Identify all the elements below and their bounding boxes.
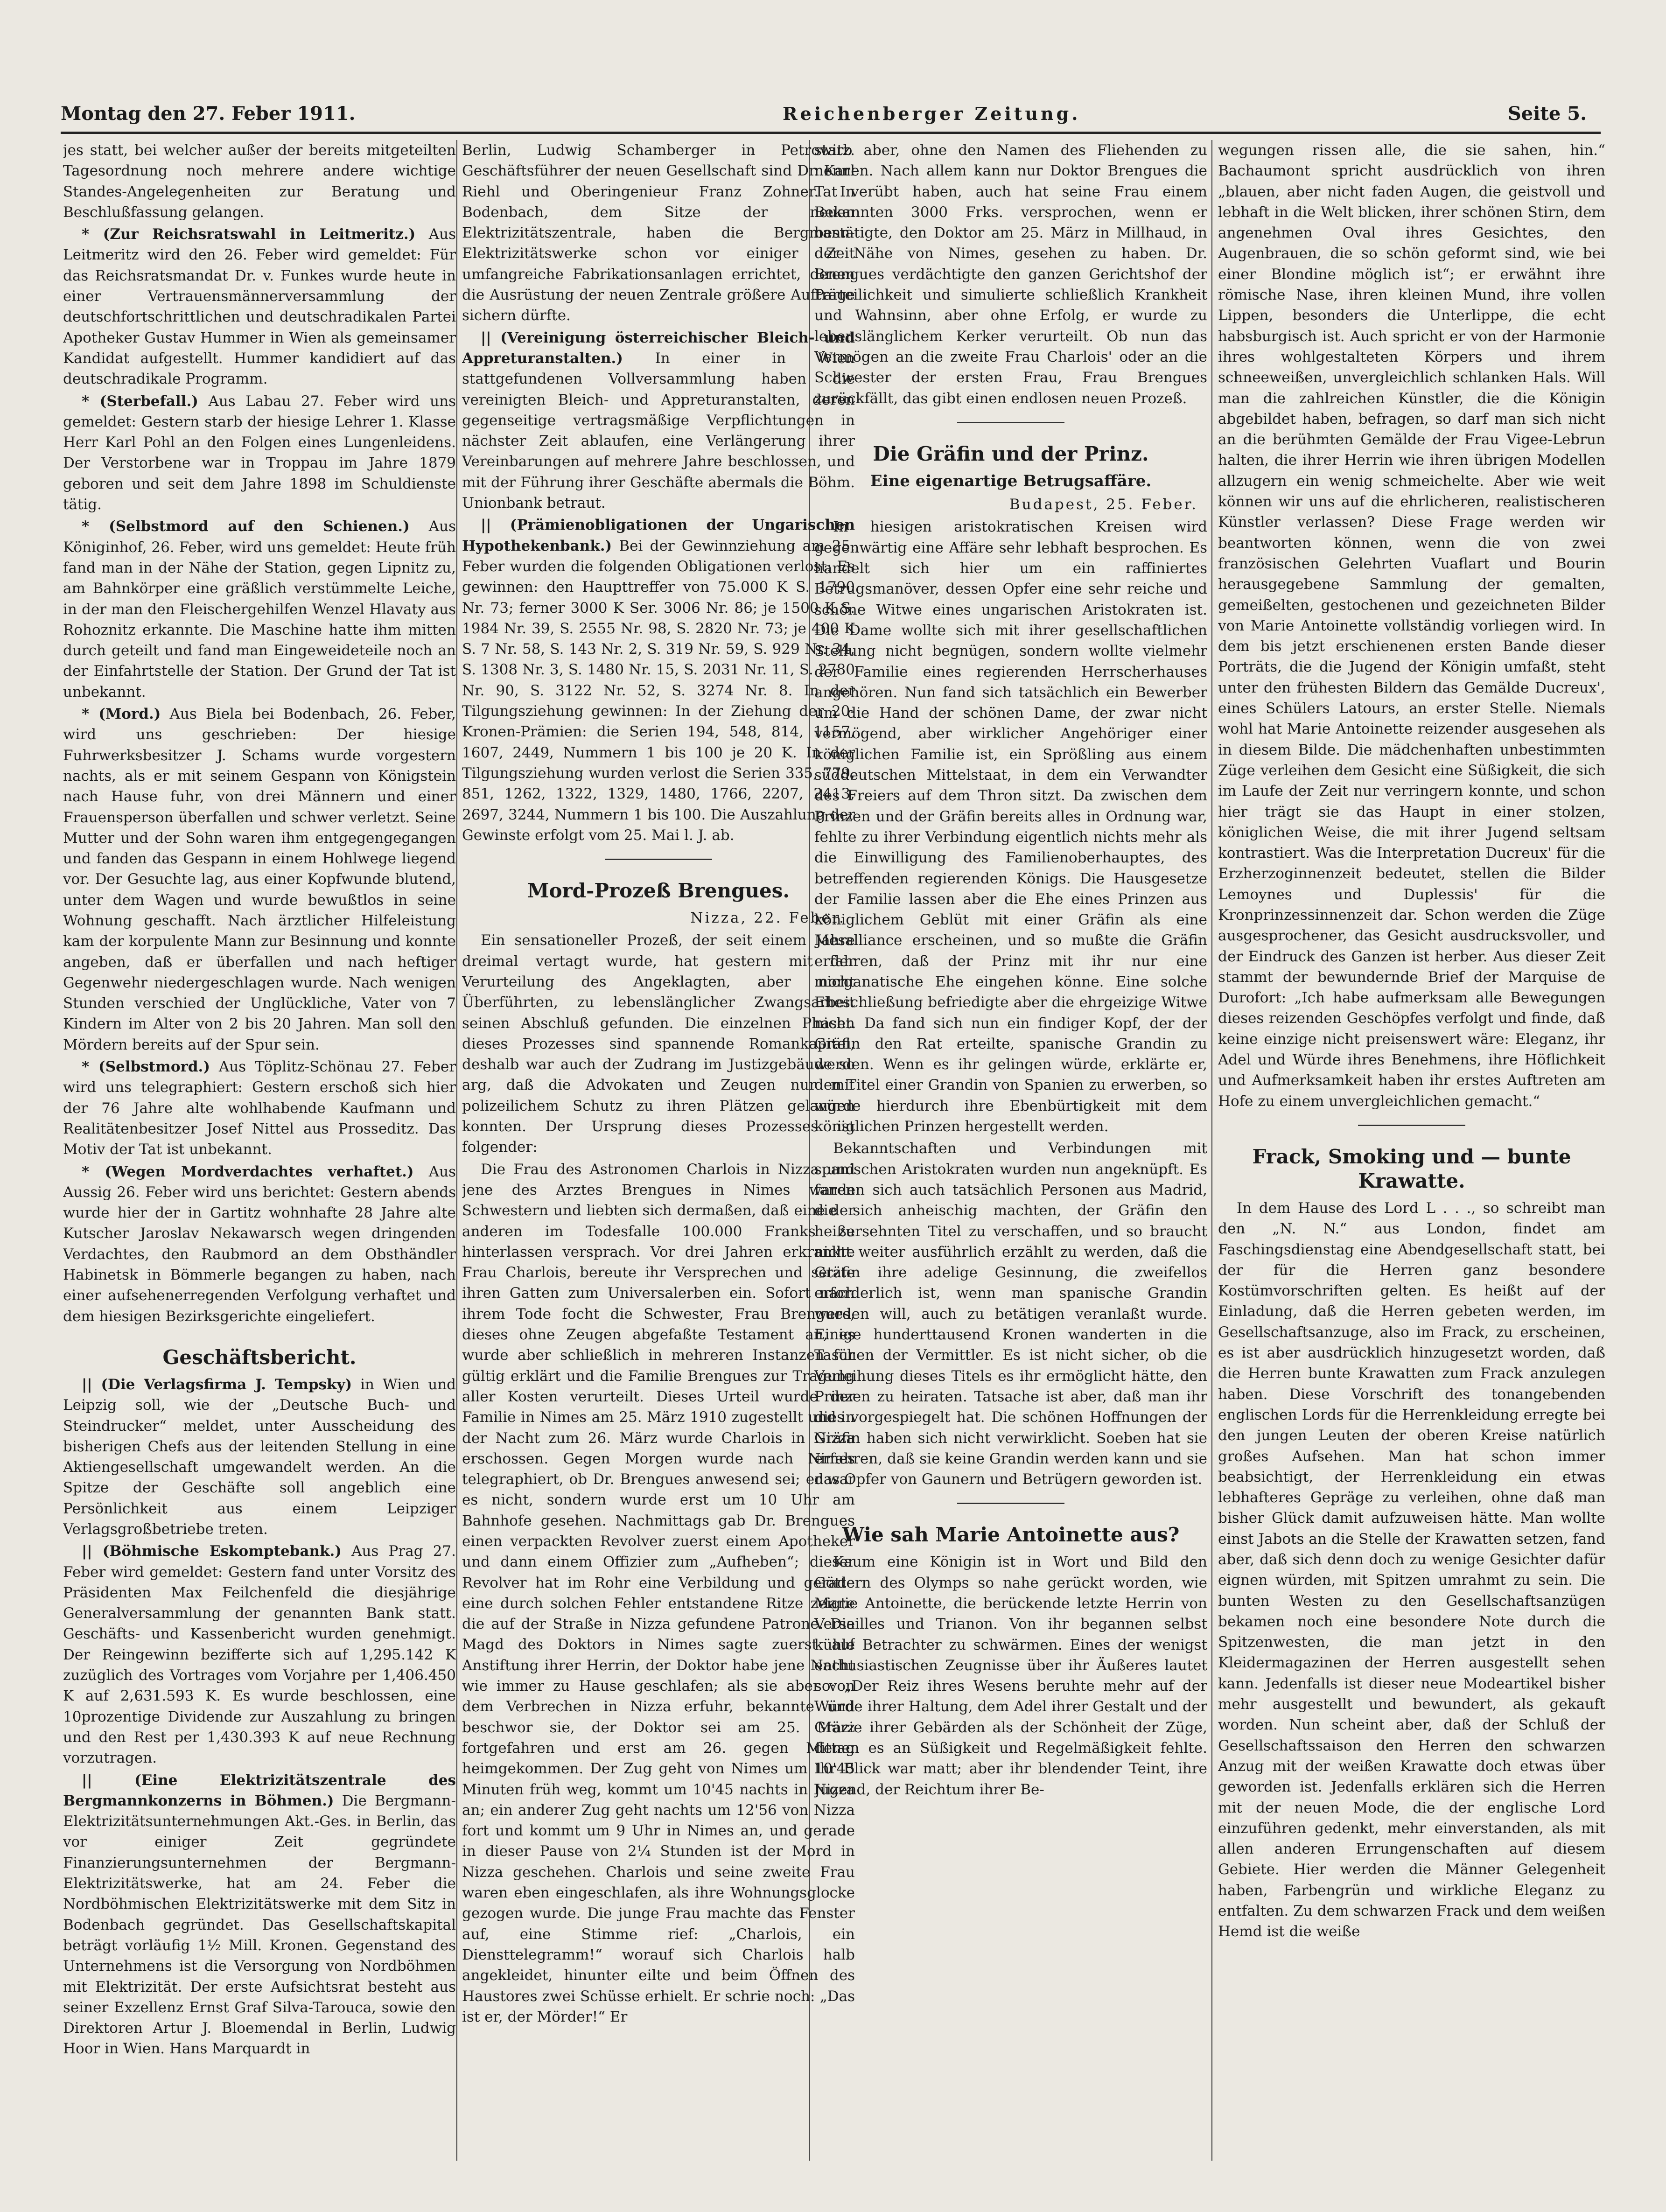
section-heading: Geschäftsbericht. (162, 1345, 357, 1369)
news-item-keyword: || (Vereinigung österreichischer Bleich- und Appreturanstalten.) (462, 329, 855, 367)
column-divider (456, 140, 457, 2161)
news-item (63, 704, 456, 1055)
article-separator (1358, 1125, 1465, 1126)
news-item (462, 328, 855, 514)
news-item (63, 1770, 456, 2059)
paragraph: In hiesigen aristokratischen Kreisen wird gegenwärtig eine Affäre sehr lebhaft besprochen. Es handelt sich hier um ein raffiniertes Betrugsmanöver, dessen Opfer eine sehr reiche und schöne Witwe eines ungarischen Aristokraten ist. Die Dame wollte sich mit ihrer gesellschaftlichen Stellung nicht begnügen, sondern wollte vielmehr der Familie eines regierenden Herrscherhauses angehören. Nun fand sich tatsächlich ein Bewerber um die Hand der schönen Dame, der zwar nicht vermögend, aber wirklicher Angehöriger einer königlichen Familie ist, ein Sprößling aus einem süddeutschen Mittelstaat, in dem ein Verwandter des Freiers auf dem Thron sitzt. Da zwischen dem Prinzen und der Gräfin bereits alles in Ordnung war, fehlte zu ihrer Verbindung eigentlich nichts mehr als die Einwilligung des Familienoberhauptes, des betreffenden regierenden Königs. Die Hausgesetze der Familie lassen aber die Ehe eines Prinzen aus königlichem Geblüt mit einer Gräfin als eine Mesalliance erscheinen, und so mußte die Gräfin erfahren, daß der Prinz mit ihr nur eine morganatische Ehe eingehen könne. Eine solche Eheschließung befriedigte aber die ehrgeizige Witwe nicht. Da fand sich nun ein findiger Kopf, der der Gräfin den Rat erteilte, spanische Grandin zu werden. Wenn es ihr gelingen würde, erklärte er, den Titel einer Grandin von Spanien zu erwerben, so würde hierdurch ihre Ebenbürtigkeit mit dem königlichen Prinzen hergestellt werden. (814, 518, 1207, 1135)
paragraph: jes statt, bei welcher außer der bereits mitgeteilten Tagesordnung noch mehrere andere wichtige Standes-Angelegenheiten zur Beratung und Beschlußfassung gelangen. (63, 142, 456, 221)
column-divider (1211, 140, 1212, 2161)
article-headline: Die Gräfin und der Prinz. (873, 442, 1149, 465)
news-item-text: Die Bergmann-Elektrizitätsunternehmungen Akt.-Ges. in Berlin, das vor einiger Zeit gegründete Finanzierungsunternehmen der Bergmann-Elektrizitätswerke, hat am 24. Feber die Nordböhmischen Elektrizitätswerke mit dem Sitz in Bodenbach gegründet. Das Gesellschaftskapital beträgt vorläufig 1½ Mill. Kronen. Gegenstand des Unternehmens ist die Versorgung von Nordböhmen mit Elektrizität. Der erste Aufsichtsrat besteht aus seiner Exzellenz Ernst Graf Silva-Tarouca, sowie den Direktoren Artur J. Bloemendal in Berlin, Ludwig Hoor in Wien. Hans Marquardt in (63, 1792, 456, 2058)
article-subheadline: Eine eigenartige Betrugsaffäre. (870, 471, 1152, 490)
column-4 (1218, 140, 1605, 2161)
news-item-text: Aus Biela bei Bodenbach, 26. Feber, wird uns geschrieben: Der hiesige Fuhrwerksbesitzer J. Schams wurde vorgestern nachts, als er mit seinem Gespann von Königstein nach Hause fuhr, von drei Männern und einer Frauensperson überfallen und schwer verletzt. Seine Mutter und der Sohn waren ihm entgegengegangen und fanden das Gespann in einem Hohlwege liegend vor. Der Gesuchte lag, aus einer Kopfwunde blutend, unter dem Wagen und wurde bewußtlos in seine Wohnung geschafft. Nach ärztlicher Hilfeleistung kam der korpulente Mann zur Besinnung und konnte angeben, daß er überfallen und nach heftiger Gegenwehr niedergeschlagen wurde. Nach wenigen Stunden verschied der Unglückliche, Vater von 7 Kindern im Alter von 2 bis 20 Jahren. Man soll den Mördern bereits auf der Spur sein. (63, 706, 456, 1053)
news-item (63, 1162, 456, 1327)
masthead-title: Reichenberger Zeitung. (782, 103, 1081, 124)
news-item-keyword: * (Sterbefall.) (82, 392, 198, 410)
news-item-keyword: || (Prämienobligationen der Ungarischen Hypothekenbank.) (462, 517, 855, 554)
article-separator (957, 422, 1064, 423)
news-item-text: In einer in Wien stattgefundenen Vollversammlung haben die vereinigten Bleich- und Appreturanstalten, deren gegenseitige vertragsmäßige Verpflichtungen in nächster Zeit ablaufen, eine Verlängerung ihrer Vereinbarungen auf mehrere Jahre beschlossen, und mit der Führung ihrer Geschäfte abermals die Böhm. Unionbank betraut. (462, 350, 855, 512)
page-header (61, 103, 1587, 135)
news-item-text: Aus Leitmeritz wird den 26. Feber wird gemeldet: Für das Reichsratsmandat Dr. v. Funkes wurde heute in einer Vertrauensmännerversammlung der deutschfortschrittlichen und deutschradikalen Partei Apotheker Gustav Hummer in Wien als gemeinsamer Kandidat aufgestellt. Hummer kandidiert auf das deutschradikale Programm. (63, 226, 456, 388)
dateline: Budapest, 25. Feber. (1009, 496, 1198, 513)
news-item-keyword: || (Die Verlagsfirma J. Tempsky) (82, 1376, 352, 1393)
news-item-text: Aus Aussig 26. Feber wird uns berichtet: Gestern abends wurde hier der in Gartitz wohnhafte 28 Jahre alte Kutscher Jaroslav Nekawarsch wegen dringenden Verdachtes, den Raubmord an dem Obsthändler Habinetsk in Bömmerle begangen zu haben, nach einer aufsehenerregenden Verfolgung verhaftet und dem hiesigen Bezirksgerichte eingeliefert. (63, 1163, 456, 1325)
paragraph: Kaum eine Königin ist in Wort und Bild den Göttern des Olymps so nahe gerückt worden, wie Marie Antoinette, die berückende letzte Herrin von Versailles und Trianon. Von ihr begannen selbst kühle Betrachter zu schwärmen. Eines der wenigst enthusiastischen Zeugnisse über ihr Äußeres lautet so: „Der Reiz ihres Wesens beruhte mehr auf der Würde ihrer Haltung, dem Adel ihrer Gestalt und der Grazie ihrer Gebärden als der Schönheit der Züge, denen es an Süßigkeit und Regelmäßigkeit fehlte. Ihr Blick war matt; aber ihr blendender Teint, ihre Jugend, der Reichtum ihrer Be- (814, 1554, 1207, 1798)
news-item-keyword: || (Böhmische Eskomptebank.) (82, 1543, 342, 1560)
paragraph: Die Frau des Astronomen Charlois in Nizza und jene des Arztes Brengues in Nimes waren Schwestern und liebten sich dermaßen, daß eine der anderen im Todesfalle 100.000 Franks zu hinterlassen versprach. Vor drei Jahren erkrankte Frau Charlois, bereute ihr Versprechen und setzte ihren Gatten zum Universalerben ein. Sofort nach ihrem Tode focht die Schwester, Frau Brengues, dieses ohne Zeugen abgefaßte Testament an, es wurde aber schließlich in mehreren Instanzen für gültig erklärt und die Familie Brengues zur Tragung aller Kosten verurteilt. Dieses Urteil wurde der Familie in Nimes am 25. März 1910 zugestellt und in der Nacht zum 26. März wurde Charlois in Nizza erschossen. Gegen Morgen wurde nach Nimes telegraphiert, ob Dr. Brengues anwesend sei; er war es nicht, sondern wurde erst um 10 Uhr am Bahnhofe gesehen. Nachmittags gab Dr. Brengues einen verpackten Revolver zuerst einem Apotheker und dann einem Offizier zum „Aufheben“; dieser Revolver hat im Rohr eine Verbildung und gerade eine durch solchen Fehler entstandene Ritze zeigte die auf der Straße in Nizza gefundene Patrone. Die Magd des Doktors in Nimes sagte zuerst auf Anstiftung ihrer Herrin, der Doktor habe jene Nacht wie immer zu Hause geschlafen; als sie aber von dem Verbrechen in Nizza erfuhr, bekannte und beschwor sie, der Doktor sei am 25. März fortgefahren und erst am 26. gegen Mittag heimgekommen. Der Zug geht von Nimes um 10'45 Minuten früh weg, kommt um 10'45 nachts in Nizza an; ein anderer Zug geht nachts um 12'56 von Nizza fort und kommt um 9 Uhr in Nimes an, und gerade in dieser Pause von 2¼ Stunden ist der Mord in Nizza geschehen. Charlois und seine zweite Frau waren eben eingeschlafen, als ihre Wohnungsglocke gezogen wurde. Die junge Frau machte das Fenster auf, eine Stimme rief: „Charlois, ein Diensttelegramm!“ worauf sich Charlois halb angekleidet, hinunter eilte und beim Öffnen des Haustores zwei Schüsse erhielt. Er schrie noch: „Das ist er, der Mörder!“ Er (462, 1161, 855, 2025)
news-item (63, 1541, 456, 1768)
news-item-keyword: * (Zur Reichsratswahl in Leitmeritz.) (82, 226, 416, 243)
news-item-text: Aus Labau 27. Feber wird uns gemeldet: Gestern starb der hiesige Lehrer 1. Klasse Herr Karl Pohl an den Folgen eines Lungenleidens. Der Verstorbene war in Troppau im Jahre 1879 geboren und seit dem Jahre 1898 im Schuldienste tätig. (63, 392, 456, 513)
article-headline: Wie sah Marie Antoinette aus? (842, 1523, 1180, 1547)
news-item-keyword: * (Selbstmord.) (82, 1058, 210, 1076)
news-item-text: in Wien und Leipzig soll, wie der „Deutsche Buch- und Steindrucker“ meldet, unter Ausscheidung des bisherigen Chefs aus der leitenden Stellung in eine Aktiengesellschaft umgewandelt werden. An die Spitze der Geschäfte soll angeblich eine Persönlichkeit aus einem Leipziger Verlagsgroßbetriebe treten. (63, 1376, 456, 1538)
news-item-keyword: * (Mord.) (82, 706, 161, 723)
news-item-keyword: * (Wegen Mordverdachtes verhaftet.) (82, 1163, 414, 1180)
page-number: Seite 5. (1507, 103, 1587, 125)
news-item (63, 516, 456, 702)
news-item-text: Aus Prag 27. Feber wird gemeldet: Gestern fand unter Vorsitz des Präsidenten Max Feilchenfeld die diesjährige Generalversammlung der genannten Bank statt. Geschäfts- und Kassenbericht wurden genehmigt. Der Reingewinn bezifferte sich auf 1,295.142 K zuzüglich des Vortrages vom Vorjahre per 1,406.450 K auf 2,631.593 K. Es wurde beschlossen, eine 10prozentige Dividende zur Auszahlung zu bringen und den Rest per 1,430.393 K auf neue Rechnung vorzutragen. (63, 1543, 456, 1767)
paragraph: In dem Hause des Lord L . . ., so schreibt man den „N. N.“ aus London, findet am Faschingsdienstag eine Abendgesellschaft statt, bei der für die Herren ganz besondere Kostümvorschriften gelten. Es heißt auf der Einladung, daß die Herren gebeten werden, im Gesellschaftsanzuge, also im Frack, zu erscheinen, es ist aber ausdrücklich hinzugesetzt worden, daß die Herren bunte Krawatten zum Frack anzulegen haben. Diese Vorschrift des tonangebenden englischen Lords für die Herrenkleidung erregte bei den jungen Leuten der oberen Kreise natürlich großes Aufsehen. Man hat schon immer beabsichtigt, der Herrenkleidung ein etwas lebhafteres Gepräge zu verleihen, ohne daß man bisher Glück damit aufzuweisen hätte. Man wollte einst Jabots an die Stelle der Krawatten setzen, fand aber, daß sich denn doch zu wenige Gesichter dafür eignen würden, mit Spitzen umrahmt zu sein. Die bunten Westen zu den Gesellschaftsanzügen bekamen noch eine besondere Note durch die Spitzenwesten, die man jetzt in den Kleidermagazinen der Herren ausgestellt sehen kann. Jedenfalls ist dieser neue Modeartikel bisher mehr ausgestellt und bewundert, als gekauft worden. Nun scheint aber, daß der Schluß der Gesellschaftssaison den Herren den schwarzen Anzug mit der weißen Krawatte doch etwas über geworden ist. Jedenfalls erklären sich die Herren mit der neuen Mode, die der englische Lord einzuführen gedenkt, mehr einverstanden, als mit allen anderen Errungenschaften auf diesem Gebiete. Hier werden die Männer Gelegenheit haben, Farbengrün und wirkliche Eleganz zu entfalten. Zu dem schwarzen Frack und dem weißen Hemd ist die weiße (1218, 1199, 1605, 1940)
news-item (63, 391, 456, 515)
news-item (63, 1057, 456, 1160)
news-item-keyword: || (Eine Elektrizitätszentrale des Bergmannkonzerns in Böhmen.) (63, 1771, 456, 1809)
article-separator (957, 1503, 1064, 1504)
article-separator (605, 859, 712, 860)
news-item-text: Aus Königinhof, 26. Feber, wird uns gemeldet: Heute früh fand man in der Nähe der Station, gegen Lipnitz zu, am Bahnkörper eine gräßlich verstümmelte Leiche, in der man den Fleischergehilfen Wenzel Hlavaty aus Rohoznitz erkannte. Die Maschine hatte ihm mitten durch geteilt und fand man Eingeweideteile noch an der Einfahrtstelle der Station. Der Grund der Tat ist unbekannt. (63, 518, 456, 700)
paragraph: Bekanntschaften und Verbindungen mit spanischen Aristokraten wurden nun angeknüpft. Es fanden sich auch tatsächlich Personen aus Madrid, die sich anheischig machten, der Gräfin den heißersehnten Titel zu verschaffen, und so braucht nicht weiter ausführlich erzählt zu werden, daß die Gräfin ihre adelige Gesinnung, die zweifellos erforderlich ist, wenn man spanische Grandin werden will, auch zu betätigen veranlaßt wurde. Einige hunderttausend Kronen wanderten in die Taschen der Vermittler. Es ist nicht sicher, ob die Verleihung dieses Titels es ihr ermöglicht hätte, den Prinzen zu heiraten. Tatsache ist aber, daß man ihr dies vorgespiegelt hat. Die schönen Hoffnungen der Gräfin haben sich nicht verwirklicht. Soeben hat sie erfahren, daß sie keine Grandin werden kann und sie das Opfer von Gaunern und Betrügern geworden ist. (814, 1140, 1207, 1488)
column-2 (462, 140, 855, 2161)
news-item-text: Bei der Gewinnziehung am 25. Feber wurden die folgenden Obligationen verlost: Es gewinnen: den Haupttreffer von 75.000 K S. 1790 Nr. 73; ferner 3000 K Ser. 3006 Nr. 86; je 1500 K S. 1984 Nr. 39, S. 2555 Nr. 98, S. 2820 Nr. 73; je 400 K S. 7 Nr. 58, S. 143 Nr. 2, S. 319 Nr. 59, S. 929 Nr. 34, S. 1308 Nr. 3, S. 1480 Nr. 15, S. 2031 Nr. 11, S. 2780 Nr. 90, S. 3122 Nr. 52, S. 3274 Nr. 8. In der Tilgungsziehung gewinnen: In der Ziehung der 20-Kronen-Prämien: die Serien 194, 548, 814, 1157, 1607, 2449, Nummern 1 bis 100 je 20 K. In der Tilgungsziehung wurden verlost die Serien 335, 779, 851, 1262, 1322, 1329, 1480, 1766, 2207, 2413, 2697, 3244, Nummern 1 bis 100. Die Auszahlung der Gewinste erfolgt vom 25. Mai l. J. ab. (462, 537, 855, 844)
news-item-keyword: * (Selbstmord auf den Schienen.) (82, 518, 410, 535)
paragraph: Ein sensationeller Prozeß, der seit einem Jahre dreimal vertagt wurde, hat gestern mit der Verurteilung des Angeklagten, aber nicht Überführten, zu lebenslänglicher Zwangsarbeit seinen Abschluß gefunden. Die einzelnen Phasen dieses Prozesses sind spannende Romankapitel, deshalb war auch der Zudrang im Justizgebäude so arg, daß die Advokaten und Zeugen nur mit polizeilichem Schutz zu ihren Plätzen gelangen konnten. Der Ursprung dieses Prozesses ist folgender: (462, 932, 855, 1156)
news-item (63, 1374, 456, 1540)
dateline: Nizza, 22. Feber. (690, 910, 846, 927)
column-1 (63, 140, 456, 2161)
header-rule (61, 132, 1601, 134)
column-3 (814, 140, 1207, 2161)
article-headline: Frack, Smoking und — bunte Krawatte. (1252, 1145, 1571, 1192)
header-date: Montag den 27. Feber 1911. (61, 103, 356, 125)
paragraph: starb aber, ohne den Namen des Fliehenden zu nennen. Nach allem kann nur Doktor Brengues die Tat verübt haben, auch hat seine Frau einem Bekannten 3000 Frks. versprochen, wenn er bestätigte, den Doktor am 25. März in Millhaud, in der Nähe von Nimes, gesehen zu haben. Dr. Brengues verdächtigte den ganzen Gerichtshof der Parteilichkeit und simulierte schließlich Krankheit und Wahnsinn, aber ohne Erfolg, er wurde zu lebenslänglichem Kerker verurteilt. Ob nun das Vermögen an die zweite Frau Charlois' oder an die Schwester der ersten Frau, Frau Brengues zurückfällt, das gibt einen endlosen neuen Prozeß. (814, 142, 1207, 407)
paragraph: Berlin, Ludwig Schamberger in Petrowitz. Geschäftsführer der neuen Gesellschaft sind Dr. Karl Riehl und Oberingenieur Franz Zohner. In Bodenbach, dem Sitze der neuen Elektrizitätszentrale, haben die Bergmann-Elektrizitätswerke schon vor einiger Zeit umfangreiche Fabrikationsanlagen errichtet, denen die Ausrüstung der neuen Zentrale größere Aufträge sichern dürfte. (462, 142, 855, 324)
paragraph: wegungen rissen alle, die sie sahen, hin.“ Bachaumont spricht ausdrücklich von ihren „blauen, aber nicht faden Augen, die geistvoll und lebhaft in die Welt blicken, ihrer schönen Stirn, dem angenehmen Oval ihres Gesichtes, den Augenbrauen, die so schön geformt sind, wie bei einer Blondine möglich ist“; er erwähnt ihre römische Nase, ihren kleinen Mund, ihre vollen Lippen, besonders die Unterlippe, die echt habsburgisch ist. Auch spricht er von der Harmonie ihres wohlgestalteten Körpers und ihrem schneeweißen, unvergleichlich schlanken Hals. Will man die zahlreichen Künstler, die die Königin abgebildet haben, befragen, so darf man sich nicht an die berühmten Gemälde der Frau Vigee-Lebrun halten, die ihrer Herrin wie ihren übrigen Modellen allzugern ein wenig schmeichelte. Aber wie weit können wir uns auf die ehrlicheren, realistischeren Künstler verlassen? Diese Frage werden wir beantworten können, wenn die von zwei französischen Gelehrten Vuaflart und Bourin herausgegebene Sammlung der gemalten, gemeißelten, gestochenen und gezeichneten Bilder von Marie Antoinette vollständig vorliegen wird. In dem bis jetzt erschienenen ersten Bande dieser Porträts, die die Jugend der Königin umfaßt, steht unter den frühesten Bildern das Gemälde Ducreux', eines Schülers Latours, an erster Stelle. Niemals wohl hat Marie Antoinette reizender ausgesehen als in diesem Bilde. Die mädchenhaften unbestimmten Züge verleihen dem Gesicht eine Süßigkeit, die sich im Laufe der Zeit nur verringern konnte, und schon hier trägt sie das Haupt in einer stolzen, königlichen Weise, die mit ihrer Jugend seltsam kontrastiert. Was die Interpretation Ducreux' für die Erzherzoginnenzeit bedeutet, stellen die Bilder Lemoynes und Duplessis' für die Kronprinzessinnenzeit dar. Schon werden die Züge ausgesprochener, das Gesicht ausdrucksvoller, und der Eindruck des Ganzen ist herber. Aus dieser Zeit stammt der bewundernde Brief der Marquise de Durofort: „Ich habe aufmerksam alle Bewegungen dieses reizenden Geschöpfes verfolgt und finde, daß keine einzige nicht preisenswert wäre: Eleganz, ihr Adel und Würde ihres Benehmens, ihre Höflichkeit und Aufmerksamkeit haben ihr erstes Auftreten am Hofe zu einem unvergleichlichen gemacht.“ (1218, 142, 1605, 1110)
news-item (462, 515, 855, 846)
article-headline: Mord-Prozeß Brengues. (527, 879, 790, 903)
news-item (63, 224, 456, 389)
news-item-text: Aus Töplitz-Schönau 27. Feber wird uns telegraphiert: Gestern erschoß sich hier der 76 Jahre alte wohlhabende Kaufmann und Realitätenbesitzer Josef Nittel aus Prosseditz. Das Motiv der Tat ist unbekannt. (63, 1058, 456, 1158)
